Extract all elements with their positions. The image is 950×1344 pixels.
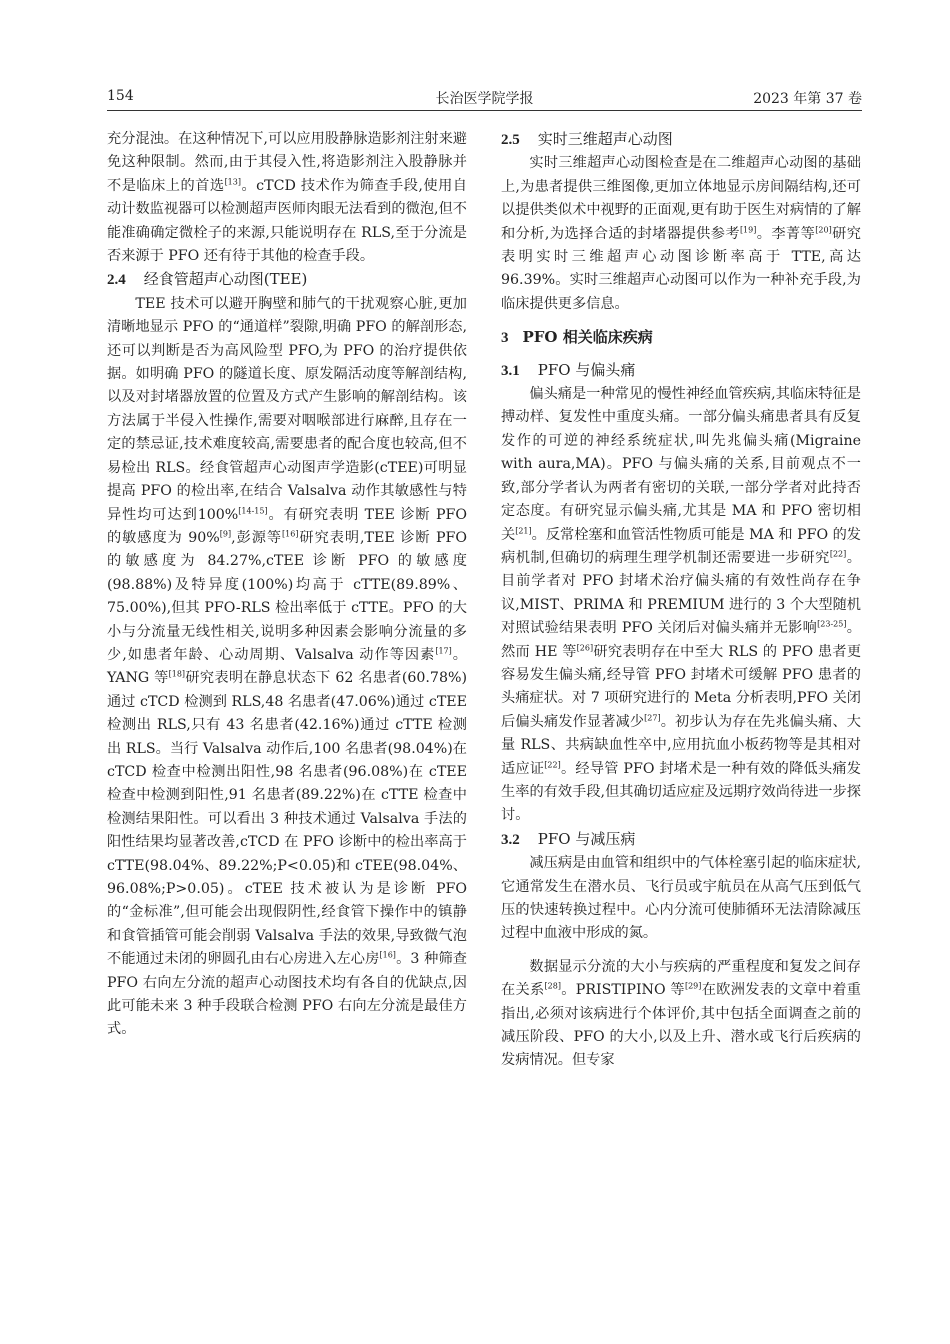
left-column [107, 128, 467, 1042]
citation: [22] [829, 549, 847, 559]
issue-label: 2023 年第 37 卷 [753, 91, 862, 107]
citation: [16] [379, 950, 396, 960]
paragraph: 充分混浊。在这种情况下,可以应用股静脉造影剂注射来避免这种限制。然而,由于其侵入性,将造影剂注入股静脉并不是临床上的首选[13]。cTCD 技术作为筛查手段,使用自动计数监视器可以检测超声医师肉眼无法看到的微泡,但不能准确确定微栓子的来源,只能说明存在 RLS,至于分流是否来源于 PFO 还有待于其他的检查手段。 [107, 131, 467, 265]
citation: [26] [576, 642, 594, 652]
citation: [9] [219, 529, 232, 539]
citation: [27] [644, 713, 661, 723]
paragraph: 数据显示分流的大小与疾病的严重程度和复发之间存在关系[28]。PRISTIPINO 等[29]在欧洲发表的文章中着重指出,必须对该病进行个体评价,其中包括全面调查之前的减压阶段、PFO 的大小,以及上升、潜水或飞行后疾病的发病情况。但专家 [501, 958, 861, 1069]
citation: [23-25] [817, 619, 847, 629]
right-column [501, 128, 861, 1073]
citation: [19] [739, 224, 757, 234]
citation: [29] [684, 981, 702, 991]
citation: [20] [815, 224, 832, 234]
citation: [17] [435, 646, 452, 656]
citation: [18] [168, 669, 186, 679]
section-heading-3: 3 PFO 相关临床疾病 [501, 328, 653, 347]
paragraph: 偏头痛是一种常见的慢性神经血管疾病,其临床特征是搏动样、复发性中重度头痛。一部分偏头痛患者具有反复发作的可逆的神经系统症状,叫先兆偏头痛(Migraine with aura,MA)。PFO 与偏头痛的关系,目前观点不一致,部分学者认为两者有密切的关联,一部分学者对此持否定态度。有研究显示偏头痛,尤其是 MA 和 PFO 密切相关[21]。反常栓塞和血管活性物质可能是 MA 和 PFO 的发病机制,但确切的病理生理学机制还需要进一步研究[22]。目前学者对 PFO 封堵术治疗偏头痛的有效性尚存在争议,MIST、PRIMA 和 PREMIUM 进行的 3 个大型随机对照试验结果表明 PFO 关闭后对偏头痛并无影响[23-25]。然而 HE 等[26]研究表明存在中至大 RLS 的 PFO 患者更容易发生偏头痛,经导管 PFO 封堵术可缓解 PFO 患者的头痛症状。对 7 项研究进行的 Meta 分析表明,PFO 关闭后偏头痛发作显著减少[27]。初步认为存在先兆偏头痛、大量 RLS、共病缺血性卒中,应用抗血小板药物等是其相对适应证[22]。经导管 PFO 封堵术是一种有效的降低头痛发生率的有效手段,但其确切适应症及远期疗效尚待进一步探讨。 [501, 386, 862, 824]
paragraph: 减压病是由血管和组织中的气体栓塞引起的临床症状,它通常发生在潜水员、飞行员或宇航员在从高气压到低气压的快速转换过程中。心内分流可使肺循环无法清除减压过程中血液中形成的氮。 [501, 855, 861, 942]
paragraph: TEE 技术可以避开胸壁和肺气的干扰观察心脏,更加清晰地显示 PFO 的“通道样”裂隙,明确 PFO 的解剖形态,还可以判断是否为高风险型 PFO,为 PFO 的治疗提供依据。如明确 PFO 的隧道长度、原发隔活动度等解剖结构,以及对封堵器放置的位置及方式产生影响的解剖结构。该方法属于半侵入性操作,需要对咽喉部进行麻醉,且存在一定的禁忌证,技术难度较高,需要患者的配合度也较高,但不易检出 RLS。经食管超声心动图声学造影(cTEE)可明显提高 PFO 的检出率,在结合 Valsalva 动作其敏感性与特异性均可达到100%[14-15]。有研究表明 TEE 诊断 PFO 的敏感度为 90%[9],彭源等[16]研究表明,TEE 诊断 PFO 的敏感度为 84.27%,cTEE 诊断 PFO 的敏感度(98.88%)及特异度(100%)均高于 cTTE(89.89%、75.00%),但其 PFO-RLS 检出率低于 cTTE。PFO 的大小与分流量无线性相关,说明多种因素会影响分流量的多少,如患者年龄、心动周期、Valsalva 动作等因素[17]。YANG 等[18]研究表明在静息状态下 62 名患者(60.78%)通过 cTCD 检测到 RLS,48 名患者(47.06%)通过 cTEE 检测出 RLS,只有 43 名患者(42.16%)通过 cTTE 检测出 RLS。当行 Valsalva 动作后,100 名患者(98.04%)在 cTCD 检查中检测出阳性,98 名患者(96.08%)在 cTEE 检查中检测到阳性,91 名患者(89.22%)在 cTTE 检查中检测结果阳性。可以看出 3 种技术通过 Valsalva 手法的阳性结果均显著改善,cTCD 在 PFO 诊断中的检出率高于 cTTE(98.04%、89.22%;P<0.05)和 cTEE(98.04%、96.08%;P>0.05)。cTEE 技术被认为是诊断 PFO 的“金标准”,但可能会出现假阴性,经食管下操作中的镇静和食管插管可能会削弱 Valsalva 手法的效果,导致微气泡不能通过未闭的卵圆孔由右心房进入左心房[16]。3 种筛查 PFO 右向左分流的超声心动图技术均有各自的优缺点,因此可能未来 3 种手段联合检测 PFO 右向左分流是最佳方式。 [107, 295, 467, 1038]
citation: [14-15] [238, 505, 268, 515]
citation: [28] [544, 981, 561, 991]
citation: [16] [282, 529, 299, 539]
page-number: 154 [107, 88, 134, 104]
running-header [107, 88, 862, 111]
citation: [21] [515, 525, 532, 535]
journal-title: 长治医学院学报 [435, 91, 534, 107]
section-heading-3-2: 3.2 PFO 与减压病 [501, 829, 636, 848]
section-heading-2-5: 2.5 实时三维超声心动图 [501, 130, 673, 148]
section-heading-2-4: 2.4 经食管超声心动图(TEE) [107, 270, 308, 289]
section-heading-3-1: 3.1 PFO 与偏头痛 [501, 360, 636, 379]
citation: [22] [544, 759, 561, 769]
citation: [13] [224, 177, 241, 187]
paragraph: 实时三维超声心动图检查是在二维超声心动图的基础上,为患者提供三维图像,更加立体地显示房间隔结构,还可以提供类似术中视野的正面观,更有助于医生对病情的了解和分析,为选择合适的封堵器提供参考[19]。李菁等[20]研究表明实时三维超声心动图诊断率高于 TTE,高达 96.39%。实时三维超声心动图可以作为一种补充手段,为临床提供更多信息。 [501, 155, 861, 312]
